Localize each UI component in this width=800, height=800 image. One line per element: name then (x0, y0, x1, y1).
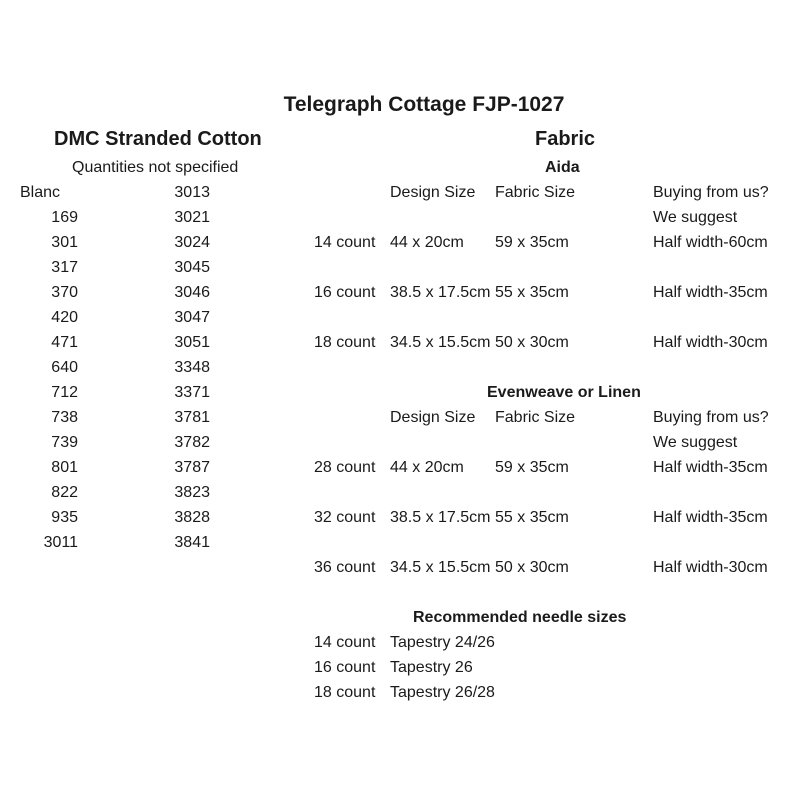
thread-number: 640 (51, 359, 78, 376)
fabric-size: 59 x 35cm (495, 459, 569, 476)
design-size-header: Design Size (390, 184, 476, 201)
thread-number: 712 (51, 384, 78, 401)
design-size-header: Design Size (390, 409, 476, 426)
design-size: 44 x 20cm (390, 234, 464, 251)
suggest-header: We suggest (653, 209, 738, 226)
buying-header: Buying from us? (653, 184, 769, 201)
fabric-count: 36 count (314, 559, 376, 576)
suggested-fabric: Half width-30cm (653, 334, 768, 351)
suggested-fabric: Half width-35cm (653, 284, 768, 301)
thread-number: 3021 (174, 209, 210, 226)
evenweave-heading: Evenweave or Linen (487, 384, 641, 401)
thread-number: 3013 (174, 184, 210, 201)
thread-number: 3787 (174, 459, 210, 476)
fabric-size-header: Fabric Size (495, 409, 576, 426)
fabric-size: 50 x 30cm (495, 334, 569, 351)
fabric-count: 16 count (314, 284, 376, 301)
thread-number: 3841 (174, 534, 210, 551)
needle-size: Tapestry 24/26 (390, 634, 495, 651)
thread-number: 3781 (174, 409, 210, 426)
thread-number: 471 (51, 334, 78, 351)
design-size: 38.5 x 17.5cm (390, 284, 491, 301)
needle-count: 18 count (314, 684, 376, 701)
needle-size: Tapestry 26/28 (390, 684, 495, 701)
thread-number: 738 (51, 409, 78, 426)
thread-number: 3782 (174, 434, 210, 451)
design-size: 44 x 20cm (390, 459, 464, 476)
thread-number: 169 (51, 209, 78, 226)
needle-count: 16 count (314, 659, 376, 676)
thread-number: 3371 (174, 384, 210, 401)
design-size: 34.5 x 15.5cm (390, 559, 491, 576)
threads-heading: DMC Stranded Cotton (54, 128, 262, 150)
thread-number: 3828 (174, 509, 210, 526)
thread-number: 3046 (174, 284, 210, 301)
fabric-size: 55 x 35cm (495, 509, 569, 526)
needle-count: 14 count (314, 634, 376, 651)
thread-number: 420 (51, 309, 78, 326)
thread-number: 317 (51, 259, 78, 276)
thread-number: 3047 (174, 309, 210, 326)
thread-number: 822 (51, 484, 78, 501)
thread-number: 3011 (43, 534, 78, 551)
fabric-size: 59 x 35cm (495, 234, 569, 251)
thread-number: 370 (51, 284, 78, 301)
thread-number: 3045 (174, 259, 210, 276)
suggested-fabric: Half width-30cm (653, 559, 768, 576)
design-size: 34.5 x 15.5cm (390, 334, 491, 351)
design-size: 38.5 x 17.5cm (390, 509, 491, 526)
fabric-heading: Fabric (535, 128, 596, 150)
thread-number: 301 (51, 234, 78, 251)
thread-number: 3823 (174, 484, 210, 501)
fabric-count: 28 count (314, 459, 376, 476)
fabric-size: 50 x 30cm (495, 559, 569, 576)
fabric-count: 14 count (314, 234, 376, 251)
suggested-fabric: Half width-35cm (653, 459, 768, 476)
thread-number: 739 (51, 434, 78, 451)
suggested-fabric: Half width-60cm (653, 234, 768, 251)
thread-number: 801 (51, 459, 78, 476)
page-title: Telegraph Cottage FJP-1027 (283, 93, 565, 116)
fabric-count: 32 count (314, 509, 376, 526)
fabric-size: 55 x 35cm (495, 284, 569, 301)
suggested-fabric: Half width-35cm (653, 509, 768, 526)
buying-header: Buying from us? (653, 409, 769, 426)
suggest-header: We suggest (653, 434, 738, 451)
thread-number: 3024 (174, 234, 210, 251)
thread-number: 3348 (174, 359, 210, 376)
needle-size: Tapestry 26 (390, 659, 473, 676)
thread-number: 3051 (174, 334, 210, 351)
fabric-count: 18 count (314, 334, 376, 351)
aida-heading: Aida (545, 159, 580, 176)
thread-number: Blanc (20, 184, 61, 201)
fabric-size-header: Fabric Size (495, 184, 576, 201)
thread-number: 935 (51, 509, 78, 526)
needles-heading: Recommended needle sizes (413, 609, 627, 626)
threads-note: Quantities not specified (72, 159, 239, 176)
